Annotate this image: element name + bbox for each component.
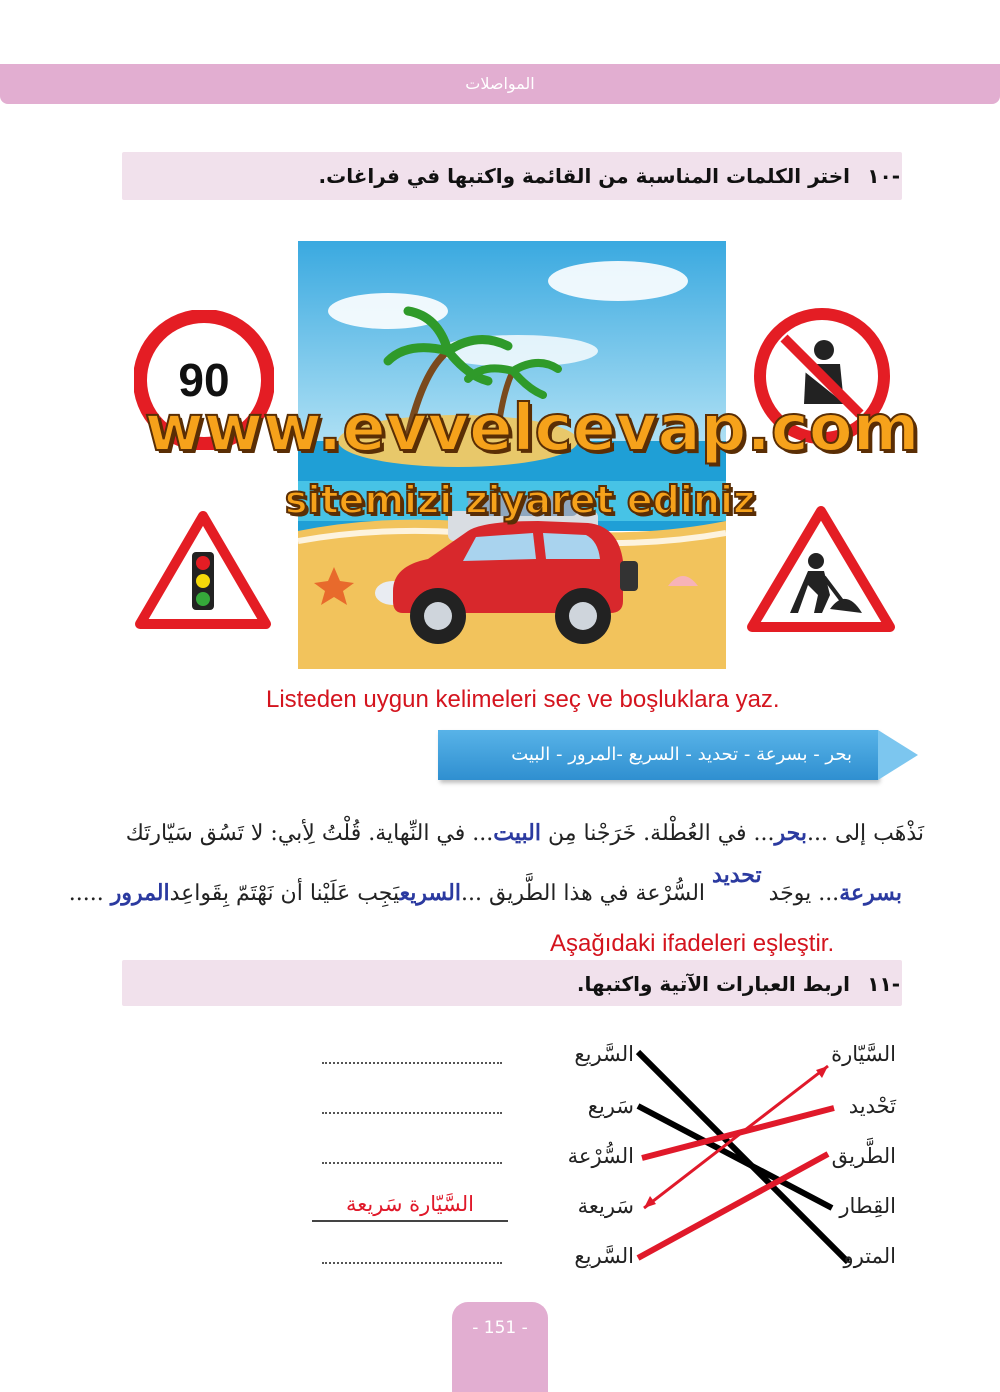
filled-answer: البيت (493, 820, 541, 846)
example-answer: السَّيّارة سَريعة (346, 1192, 474, 1216)
sentence-text: ... يوجَد (761, 881, 840, 906)
sentence-text: ... في العُطْلة. خَرَجْنا مِن (540, 821, 775, 846)
sentence-text: ... في النِّهاية. قُلْتُ لِأبي: لا تَسُق سَيّارتَك (125, 821, 494, 846)
matching-lines (600, 1030, 860, 1270)
question-10-instruction: اختر الكلمات المناسبة من القائمة واكتبها في فراغات. (318, 164, 850, 188)
blank-dots: ... (807, 821, 828, 846)
left-column-item: السَّريع (574, 1244, 634, 1268)
page-number-tab (452, 1302, 548, 1392)
answer-line (312, 1220, 508, 1222)
fill-sentence-2 (68, 862, 902, 906)
left-column-item: سَريعة (577, 1194, 634, 1218)
answer-line (322, 1062, 502, 1064)
filled-answer: تحديد (712, 862, 762, 888)
question-11-number: -١١ (867, 972, 900, 996)
answer-line (322, 1162, 502, 1164)
left-column-item: سَريع (587, 1094, 634, 1118)
blank-dots: ..... (68, 881, 111, 906)
right-column-item: القِطار (839, 1194, 896, 1218)
question-11-instruction: اربط العبارات الآتية واكتبها. (576, 972, 850, 996)
word-list-box (438, 730, 878, 780)
answer-line (322, 1262, 502, 1264)
filled-answer: السريع (399, 880, 461, 906)
arrow-head-icon (644, 1196, 656, 1208)
question-10-translation: Listeden uygun kelimeleri seç ve boşluklara yaz. (266, 686, 780, 713)
watermark-url: www.evvelcevap.com (144, 392, 920, 466)
word-list-tab (878, 730, 918, 780)
arrow-head-icon (816, 1066, 828, 1078)
question-10-number: -١٠ (867, 164, 900, 188)
right-column-item: السَّيّارة (831, 1042, 896, 1066)
filled-answer: المرور (110, 880, 170, 906)
match-line (638, 1154, 828, 1258)
right-column-item: المترو (843, 1244, 896, 1268)
word-list: بحر - بسرعة - تحديد - السريع -المرور - البيت (511, 744, 852, 765)
traffic-light-warning-sign (134, 510, 272, 630)
question-11-translation: Aşağıdaki ifadeleri eşleştir. (550, 930, 835, 957)
watermark-slogan: sitemizi ziyaret ediniz (284, 478, 756, 522)
road-work-warning-sign (746, 505, 896, 633)
right-column-item: تَحْديد (848, 1094, 896, 1118)
fill-sentence-1 (126, 820, 924, 846)
left-column-item: السُّرْعة (567, 1144, 634, 1168)
page-number: - 151 - (472, 1318, 528, 1338)
sentence-text: السُّرْعة في هذا الطَّريق ... (460, 881, 713, 906)
right-column-item: الطَّريق (831, 1144, 896, 1168)
match-line (638, 1106, 832, 1208)
left-column-item: السَّريع (574, 1042, 634, 1066)
filled-answer: بسرعة (839, 880, 902, 906)
speed-limit-number: 90 (178, 354, 230, 406)
sentence-text: نَذْهَب إلى (827, 821, 924, 846)
sentence-text: يَجِب عَلَيْنا أن نَهْتَمّ بِقَواعِد (169, 881, 400, 906)
filled-answer: بحر (774, 820, 807, 846)
answer-line (322, 1112, 502, 1114)
chapter-title: المواصلات (465, 74, 535, 93)
